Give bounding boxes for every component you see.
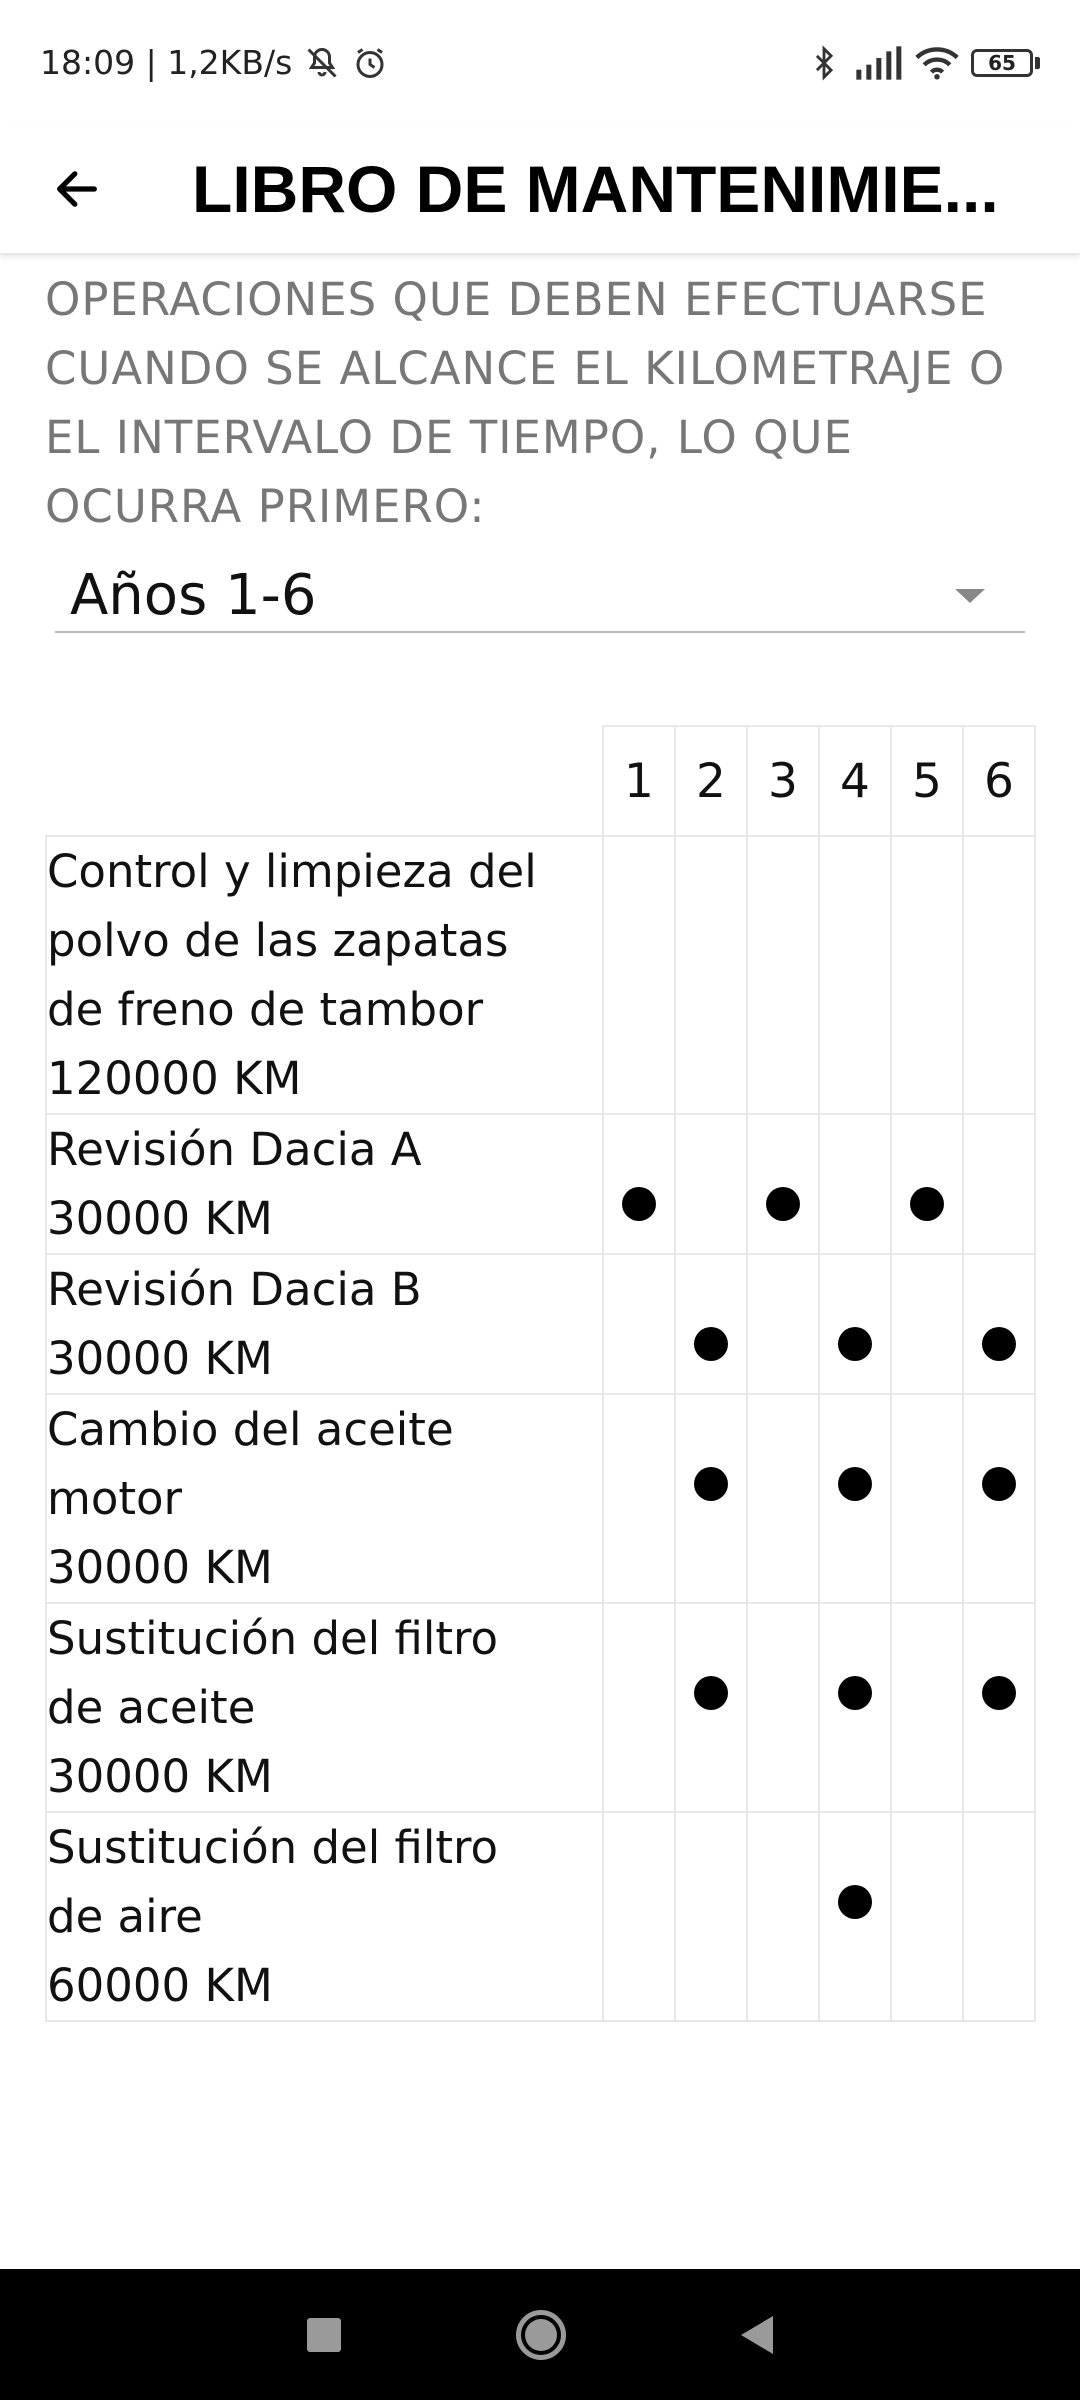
- schedule-cell: [603, 1812, 675, 2021]
- operation-text: 30000 KM: [47, 1192, 273, 1245]
- schedule-cell: [603, 836, 675, 1114]
- back-button[interactable]: [32, 144, 122, 234]
- status-time-speed: 18:09 | 1,2KB/s: [40, 43, 293, 82]
- table-corner: [46, 726, 603, 836]
- schedule-cell: [963, 836, 1035, 1114]
- year-range-select[interactable]: [55, 557, 1025, 633]
- scheduled-dot-icon: [838, 1327, 872, 1361]
- schedule-cell: [675, 1603, 747, 1812]
- schedule-cell: [603, 1394, 675, 1603]
- schedule-cell: [891, 1812, 963, 2021]
- scheduled-dot-icon: [694, 1467, 728, 1501]
- year-header: 2: [675, 726, 747, 836]
- arrow-left-icon: [51, 163, 103, 215]
- schedule-cell: [675, 1812, 747, 2021]
- schedule-cell: [963, 1394, 1035, 1603]
- operation-text: Revisión Dacia A: [47, 1123, 422, 1176]
- schedule-cell: [747, 1254, 819, 1394]
- status-left: [40, 43, 388, 82]
- operation-text: de aire: [47, 1890, 203, 1943]
- operation-text: de freno de tambor: [47, 983, 484, 1036]
- scheduled-dot-icon: [982, 1676, 1016, 1710]
- operation-text: Revisión Dacia B: [47, 1263, 422, 1316]
- scheduled-dot-icon: [910, 1187, 944, 1221]
- operation-cell: [46, 836, 603, 1114]
- operation-cell: [46, 1254, 603, 1394]
- operation-cell: [46, 1114, 603, 1254]
- table-row: [46, 1603, 1035, 1812]
- home-button[interactable]: [516, 2310, 566, 2360]
- mute-icon: [304, 45, 340, 81]
- scheduled-dot-icon: [982, 1467, 1016, 1501]
- table-row: [46, 1394, 1035, 1603]
- back-nav-button[interactable]: [741, 2316, 773, 2354]
- year-header: 1: [603, 726, 675, 836]
- operation-text: 30000 KM: [47, 1750, 273, 1803]
- operation-text: polvo de las zapatas: [47, 914, 509, 967]
- operation-text: Sustitución del filtro: [47, 1612, 499, 1665]
- operation-text: motor: [47, 1472, 183, 1525]
- schedule-cell: [819, 836, 891, 1114]
- table-row: [46, 1114, 1035, 1254]
- schedule-cell: [963, 1114, 1035, 1254]
- schedule-cell: [603, 1114, 675, 1254]
- schedule-cell: [675, 1114, 747, 1254]
- operation-text: 60000 KM: [47, 1959, 273, 2012]
- dropdown-arrow-icon: [955, 589, 985, 603]
- schedule-cell: [747, 1603, 819, 1812]
- scheduled-dot-icon: [766, 1187, 800, 1221]
- schedule-cell: [747, 836, 819, 1114]
- signal-icon: [853, 46, 903, 80]
- scheduled-dot-icon: [838, 1467, 872, 1501]
- status-right: [807, 44, 1040, 82]
- table-row: [46, 1812, 1035, 2021]
- schedule-cell: [819, 1394, 891, 1603]
- schedule-cell: [747, 1812, 819, 2021]
- scheduled-dot-icon: [694, 1327, 728, 1361]
- year-header: 3: [747, 726, 819, 836]
- app-bar: [0, 125, 1080, 255]
- schedule-cell: [819, 1812, 891, 2021]
- recents-button[interactable]: [307, 2318, 341, 2352]
- scheduled-dot-icon: [694, 1676, 728, 1710]
- status-bar: [0, 0, 1080, 125]
- schedule-cell: [891, 836, 963, 1114]
- operation-text: de aceite: [47, 1681, 256, 1734]
- operation-text: Sustitución del filtro: [47, 1821, 499, 1874]
- battery-icon: [971, 49, 1040, 77]
- alarm-icon: [352, 45, 388, 81]
- operation-cell: [46, 1603, 603, 1812]
- scheduled-dot-icon: [982, 1327, 1016, 1361]
- scheduled-dot-icon: [838, 1885, 872, 1919]
- scheduled-dot-icon: [622, 1187, 656, 1221]
- schedule-cell: [891, 1114, 963, 1254]
- maintenance-table: [45, 725, 1036, 2022]
- schedule-cell: [963, 1812, 1035, 2021]
- year-header: 4: [819, 726, 891, 836]
- schedule-cell: [747, 1394, 819, 1603]
- year-header: 6: [963, 726, 1035, 836]
- system-nav-bar: [0, 2269, 1080, 2400]
- schedule-cell: [963, 1603, 1035, 1812]
- schedule-cell: [603, 1254, 675, 1394]
- schedule-cell: [747, 1114, 819, 1254]
- schedule-cell: [675, 1394, 747, 1603]
- battery-level: 65: [971, 49, 1033, 77]
- page-title: LIBRO DE MANTENIMIE...: [192, 152, 999, 226]
- operation-text: Cambio del aceite: [47, 1403, 454, 1456]
- main-content[interactable]: [0, 257, 1080, 2269]
- schedule-cell: [891, 1394, 963, 1603]
- operation-text: 30000 KM: [47, 1541, 273, 1594]
- intro-text: OPERACIONES QUE DEBEN EFECTUARSE CUANDO SE ALCANCE EL KILOMETRAJE O EL INTERVALO DE TIEMPO, LO QUE OCURRA PRIMERO:: [45, 273, 1006, 533]
- operation-cell: [46, 1394, 603, 1603]
- operation-text: 120000 KM: [47, 1052, 302, 1105]
- schedule-cell: [891, 1254, 963, 1394]
- table-header-row: [46, 726, 1035, 836]
- wifi-icon: [915, 46, 959, 80]
- schedule-cell: [675, 836, 747, 1114]
- schedule-cell: [603, 1603, 675, 1812]
- schedule-cell: [819, 1603, 891, 1812]
- table-row: [46, 836, 1035, 1114]
- schedule-cell: [963, 1254, 1035, 1394]
- operation-cell: [46, 1812, 603, 2021]
- year-range-value: Años 1-6: [70, 563, 317, 628]
- bluetooth-icon: [807, 44, 841, 82]
- schedule-cell: [819, 1254, 891, 1394]
- year-header: 5: [891, 726, 963, 836]
- operation-text: Control y limpieza del: [47, 845, 537, 898]
- scheduled-dot-icon: [838, 1676, 872, 1710]
- operation-text: 30000 KM: [47, 1332, 273, 1385]
- table-row: [46, 1254, 1035, 1394]
- schedule-cell: [819, 1114, 891, 1254]
- schedule-cell: [675, 1254, 747, 1394]
- schedule-cell: [891, 1603, 963, 1812]
